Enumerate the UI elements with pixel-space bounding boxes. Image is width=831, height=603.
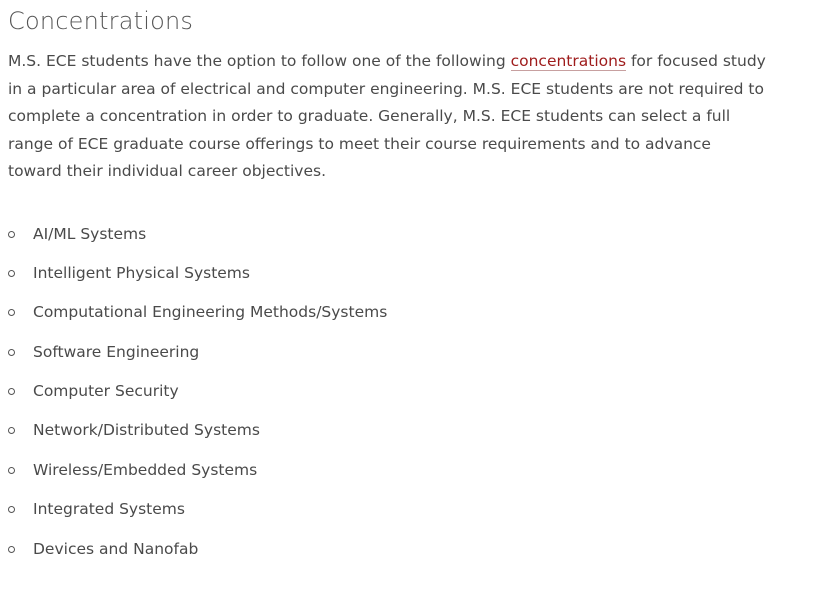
concentrations-link[interactable]: concentrations (510, 52, 627, 70)
list-item (8, 460, 831, 499)
list-item-label: Computer Security (33, 382, 179, 401)
list-item-label: Software Engineering (33, 342, 200, 361)
intro-text-after-link: for focused study in a particular area of electrical and computer engineering. M.S. ECE students are not required to complete a concentration in order to graduate. Generally, M.S. ECE students can select a full range of ECE graduate course offerings to meet their course requirements and to advance toward their individual career objectives. (8, 52, 766, 180)
list-item-label: Computational Engineering Methods/Systems (33, 303, 388, 322)
list-item (8, 302, 831, 341)
list-item-label: Wireless/Embedded Systems (33, 460, 258, 479)
list-item (8, 420, 831, 459)
concentrations-list (8, 224, 831, 579)
hollow-circle-bullet-icon (8, 388, 15, 395)
list-item-label: AI/ML Systems (33, 224, 147, 243)
intro-paragraph (8, 48, 768, 186)
list-item (8, 263, 831, 302)
list-item (8, 342, 831, 381)
hollow-circle-bullet-icon (8, 506, 15, 513)
list-item-label: Intelligent Physical Systems (33, 263, 250, 282)
hollow-circle-bullet-icon (8, 309, 15, 316)
hollow-circle-bullet-icon (8, 546, 15, 553)
intro-text-before-link: M.S. ECE students have the option to follow one of the following (8, 52, 511, 70)
hollow-circle-bullet-icon (8, 467, 15, 474)
list-item-label: Network/Distributed Systems (33, 421, 260, 440)
list-item (8, 224, 831, 263)
hollow-circle-bullet-icon (8, 349, 15, 356)
list-item (8, 499, 831, 538)
list-item-label: Integrated Systems (33, 500, 185, 519)
hollow-circle-bullet-icon (8, 231, 15, 238)
section-heading: Concentrations (8, 7, 194, 35)
list-item (8, 539, 831, 578)
hollow-circle-bullet-icon (8, 427, 15, 434)
list-item (8, 381, 831, 420)
hollow-circle-bullet-icon (8, 270, 15, 277)
list-item-label: Devices and Nanofab (33, 539, 199, 558)
